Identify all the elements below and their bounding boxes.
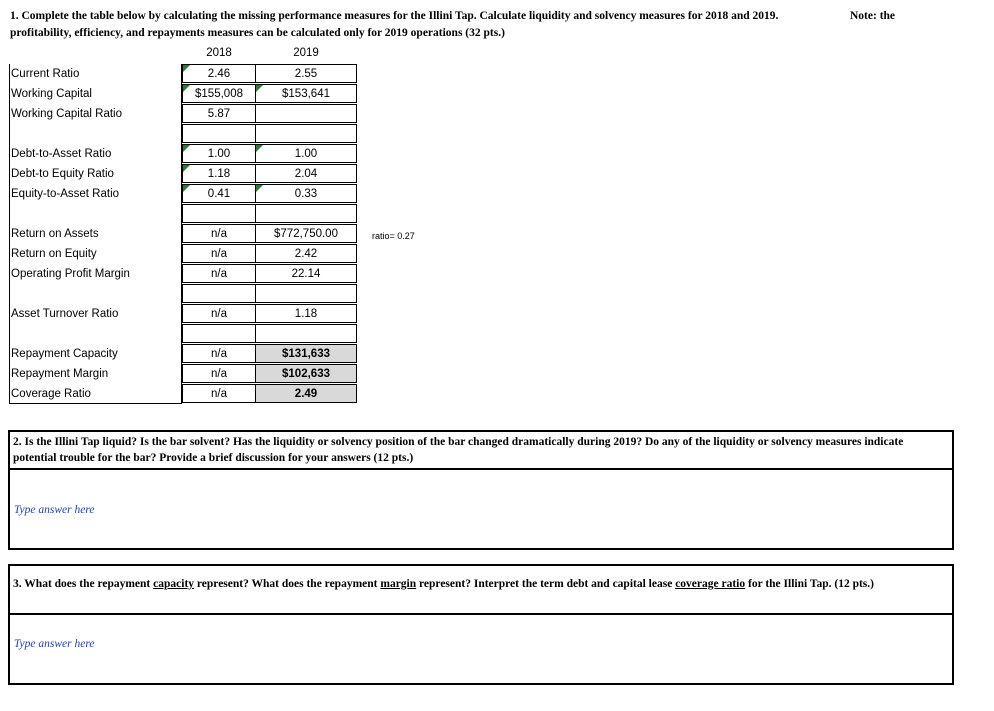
question-3-answer-field[interactable]: Type answer here (14, 638, 95, 650)
empty-cell[interactable] (182, 124, 256, 143)
row-label: Asset Turnover Ratio (11, 308, 119, 320)
cell-2018[interactable]: 5.87 (182, 104, 256, 123)
cell-2019[interactable]: $772,750.00 (255, 224, 357, 243)
question-3-box (8, 564, 954, 685)
cell-2019[interactable]: 1.00 (255, 144, 357, 163)
cell-2019[interactable]: $153,641 (255, 84, 357, 103)
cell-2019[interactable]: $131,633 (255, 344, 357, 363)
empty-cell[interactable] (255, 284, 357, 303)
row-label: Repayment Capacity (11, 348, 118, 360)
question-1-body: 1. Complete the table below by calculating the missing performance measures for the Illini Tap. Calculate liquidity and solvency measures for 2018 and 2019. profitability, efficiency, and repayments measures can be calculated only for 2019 operations (32 pts.) (10, 10, 779, 39)
ratio-side-note: ratio= 0.27 (372, 231, 415, 241)
q3-underlined: margin (380, 578, 417, 590)
row-label: Debt-to Equity Ratio (11, 168, 114, 180)
q3-part: for the Illini Tap. (12 pts.) (745, 578, 874, 590)
q3-part: represent? What does the repayment (194, 578, 381, 590)
cell-2019[interactable]: 22.14 (255, 264, 357, 283)
cell-2019[interactable]: 2.04 (255, 164, 357, 183)
header-2018: 2018 (206, 47, 232, 59)
cell-2018[interactable]: n/a (182, 364, 256, 383)
empty-cell[interactable] (182, 324, 256, 343)
cell-2019[interactable]: 1.18 (255, 304, 357, 323)
question-1-text (10, 8, 980, 42)
cell-2019[interactable]: $102,633 (255, 364, 357, 383)
cell-2019[interactable] (255, 104, 357, 123)
cell-2018[interactable]: 1.00 (182, 144, 256, 163)
row-label: Debt-to-Asset Ratio (11, 148, 112, 160)
cell-2018[interactable]: n/a (182, 344, 256, 363)
empty-cell[interactable] (182, 204, 256, 223)
cell-2018[interactable]: $155,008 (182, 84, 256, 103)
row-label: Return on Equity (11, 248, 97, 260)
question-1-note: Note: the (850, 10, 896, 22)
row-label: Coverage Ratio (11, 388, 91, 400)
row-label: Working Capital (11, 88, 92, 100)
cell-2018[interactable]: n/a (182, 224, 256, 243)
row-label: Repayment Margin (11, 368, 109, 380)
q3-underlined: coverage ratio (675, 578, 746, 590)
q3-part: 3. What does the repayment (13, 578, 154, 590)
q3-part: represent? Interpret the term debt and capital lease (416, 578, 676, 590)
row-label: Equity-to-Asset Ratio (11, 188, 120, 200)
empty-cell[interactable] (255, 324, 357, 343)
row-label: Working Capital Ratio (11, 108, 123, 120)
row-label: Operating Profit Margin (11, 268, 130, 280)
question-2-box (8, 430, 954, 550)
cell-2018[interactable]: n/a (182, 384, 256, 403)
cell-2018[interactable]: n/a (182, 244, 256, 263)
question-2-text: 2. Is the Illini Tap liquid? Is the bar solvent? Has the liquidity or solvency position of the bar changed dramatically during 2019? Do any of the liquidity or solvency measures indicate potential trouble for the bar? Provide a brief discussion for your answers (12 pts.) (10, 432, 952, 470)
row-label: Return on Assets (11, 228, 99, 240)
question-2-answer-field[interactable]: Type answer here (14, 504, 95, 516)
empty-cell[interactable] (182, 284, 256, 303)
q3-underlined: capacity (153, 578, 195, 590)
cell-2018[interactable]: n/a (182, 264, 256, 283)
question-3-text (10, 566, 952, 615)
cell-2019[interactable]: 2.42 (255, 244, 357, 263)
cell-2019[interactable]: 0.33 (255, 184, 357, 203)
header-2019: 2019 (293, 47, 319, 59)
cell-2018[interactable]: 0.41 (182, 184, 256, 203)
cell-2018[interactable]: 1.18 (182, 164, 256, 183)
cell-2018[interactable]: n/a (182, 304, 256, 323)
cell-2018[interactable]: 2.46 (182, 64, 256, 83)
cell-2019[interactable]: 2.49 (255, 384, 357, 403)
row-label: Current Ratio (11, 68, 80, 80)
empty-cell[interactable] (255, 204, 357, 223)
cell-2019[interactable]: 2.55 (255, 64, 357, 83)
empty-cell[interactable] (255, 124, 357, 143)
